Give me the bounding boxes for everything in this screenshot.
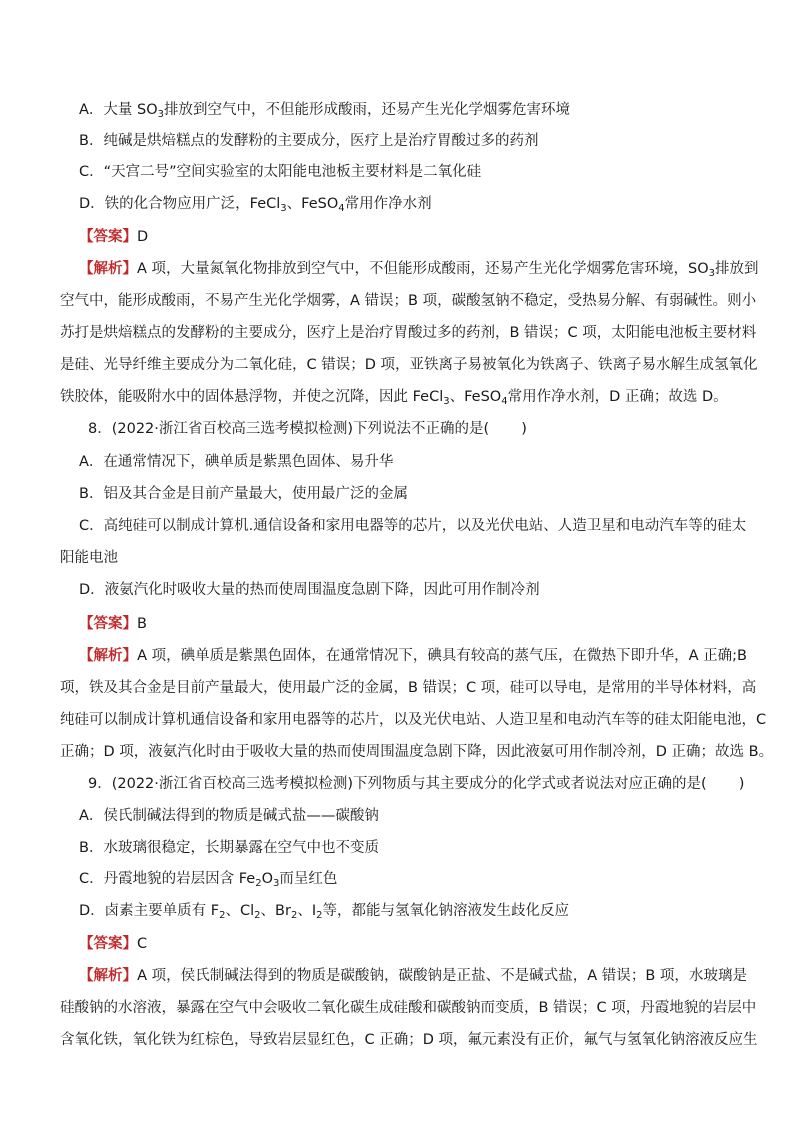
q9-option-d: D．卤素主要单质有 $F_2$、$Cl_2$、$Br_2$、$I_2$等，都能与氢氧化钠溶液发生歧化反应 (79, 903, 569, 921)
q7-option-d: D．铁的化合物应用广泛，FeCl$_3$、FeSO$_4$常用作净水剂 (79, 196, 432, 214)
q8-option-c: C．高纯硅可以制成计算机.通信设备和家用电器等的芯片，以及光伏电站、人造卫星和电动汽车等的硅太 (79, 518, 747, 534)
q9-analysis-line-1: 【解析】A 项，侯氏制碱法得到的物质是碳酸钠，碳酸钠是正盐、不是碱式盐，A 错误；B 项，水玻璃是 (79, 968, 747, 984)
q8-analysis-line-3: 纯硅可以制成计算机通信设备和家用电器等的芯片，以及光伏电站、人造卫星和电动汽车等的硅太阳能电池，C (60, 712, 767, 728)
q8-analysis-line-4: 正确；D 项，液氨汽化时由于吸收大量的热而使周围温度急剧下降，因此液氨可用作制冷剂，D 正确；故选 B。 (60, 744, 774, 760)
q8-answer (79, 614, 147, 634)
answer-tag: 【答案】 (79, 229, 137, 245)
q9-question: 9．(2022·浙江省百校高三选考模拟检测)下列物质与其主要成分的化学式或者说法对应正确的是( ) (88, 776, 745, 792)
q7-option-b: B．纯碱是烘焙糕点的发酵粉的主要成分，医疗上是治疗胃酸过多的药剂 (79, 133, 539, 149)
q9-analysis-line-3: 含氧化铁，氧化铁为红棕色，导致岩层显红色，C 正确；D 项，氟元素没有正价，氟气与氢氧化钠溶液反应生 (60, 1032, 758, 1048)
analysis-tag: 【解析】 (79, 261, 137, 277)
q9-analysis-line-2: 硅酸钠的水溶液，暴露在空气中会吸收二氧化碳生成硅酸和碳酸钠而变质，B 错误；C 项，丹霞地貌的岩层中 (60, 1000, 757, 1016)
q7-option-c: C．“天宫二号”空间实验室的太阳能电池板主要材料是二氧化硅 (79, 164, 482, 180)
q7-analysis-line-1: 【解析】A 项，大量氮氧化物排放到空气中，不但能形成酸雨，还易产生光化学烟雾危害环境，$SO_3$排放到 (79, 261, 759, 279)
q9-option-a: A．侯氏制碱法得到的物质是碱式盐——碳酸钠 (79, 808, 379, 824)
answer-tag: 【答案】 (79, 936, 137, 952)
q8-analysis-line-2: 项，铁及其合金是目前产量最大，使用最广泛的金属，B 错误；C 项，硅可以导电，是常用的半导体材料，高 (60, 680, 757, 696)
q9-answer (79, 934, 147, 954)
analysis-tag: 【解析】 (79, 968, 138, 984)
answer-value: C (137, 936, 148, 952)
q7-analysis-line-3: 苏打是烘焙糕点的发酵粉的主要成分，医疗上是治疗胃酸过多的药剂，B 错误；C 项，太阳能电池板主要材料 (60, 325, 757, 341)
q9-option-c: C．丹霞地貌的岩层因含 $Fe_2O_3$而呈红色 (79, 871, 338, 889)
q7-answer (79, 227, 148, 247)
answer-value: B (137, 616, 147, 632)
q8-option-c-cont: 阳能电池 (60, 550, 118, 566)
answer-tag: 【答案】 (79, 616, 137, 632)
q8-question: 8．(2022·浙江省百校高三选考模拟检测)下列说法不正确的是( ) (88, 421, 527, 437)
q8-option-b: B．铝及其合金是目前产量最大，使用最广泛的金属 (79, 486, 408, 502)
q7-option-a: A．大量 $SO_3$排放到空气中，不但能形成酸雨，还易产生光化学烟雾危害环境 (79, 102, 571, 120)
q8-option-a: A．在通常情况下，碘单质是紫黑色固体、易升华 (79, 454, 394, 470)
q8-option-d: D．液氨汽化时吸收大量的热而使周围温度急剧下降，因此可用作制冷剂 (79, 582, 540, 598)
q8-analysis-line-1: 【解析】A 项，碘单质是紫黑色固体，在通常情况下，碘具有较高的蒸气压，在微热下即升华，A 正确;B (79, 648, 748, 664)
q7-analysis-line-5: 铁胶体，能吸附水中的固体悬浮物，并使之沉降，因此 FeCl$_3$、FeSO$_4$常用作净水剂，D 正确；故选 D。 (60, 389, 728, 407)
q7-analysis-line-2: 空气中，能形成酸雨，不易产生光化学烟雾，A 错误；B 项，碳酸氢钠不稳定，受热易分解、有弱碱性。则小 (60, 293, 757, 309)
analysis-tag: 【解析】 (79, 648, 138, 664)
q9-option-b: B．水玻璃很稳定，长期暴露在空气中也不变质 (79, 840, 379, 856)
answer-value: D (137, 229, 149, 245)
q7-analysis-line-4: 是硅、光导纤维主要成分为二氧化硅，C 错误；D 项，亚铁离子易被氧化为铁离子、铁离子易水解生成氢氧化 (60, 357, 758, 373)
